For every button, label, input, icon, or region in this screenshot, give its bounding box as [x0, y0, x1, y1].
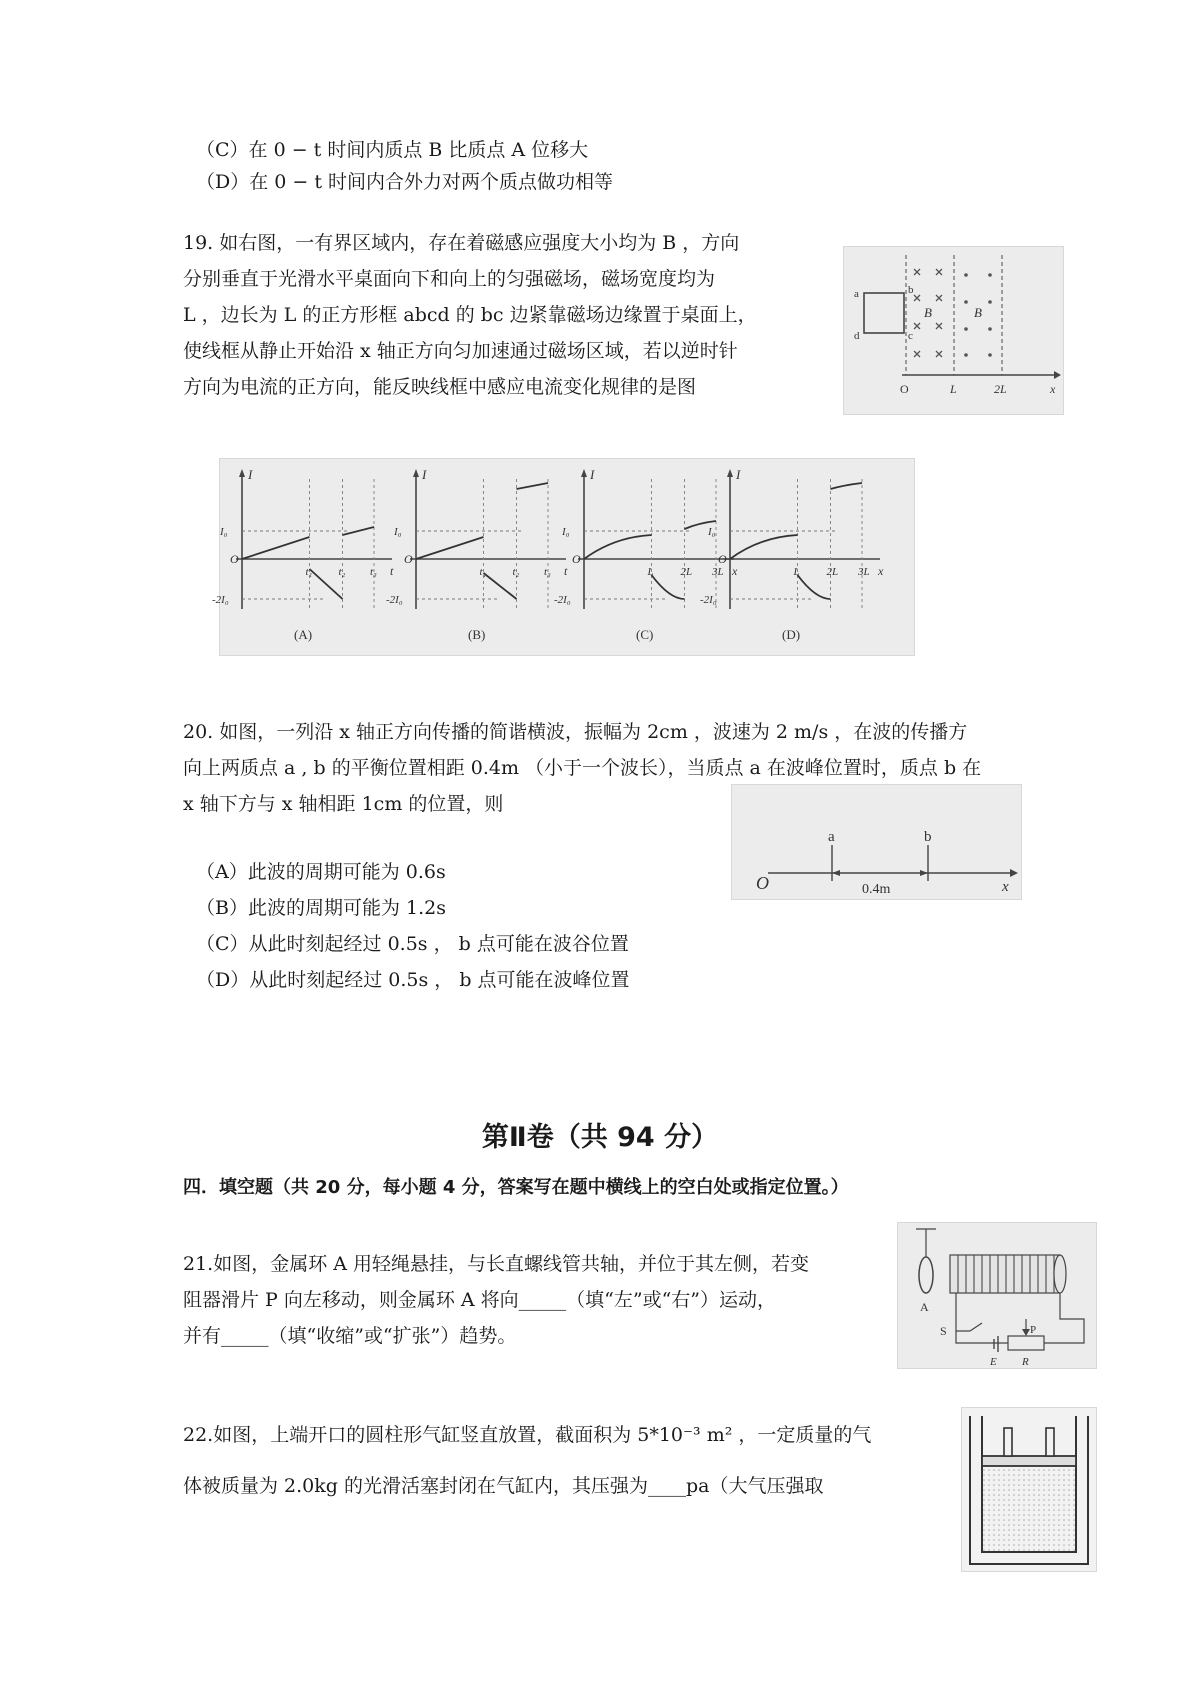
graph-2-origin-label: O: [572, 552, 581, 566]
graph-2-segment-1: [584, 535, 652, 559]
wave-distance: 0.4m: [862, 882, 891, 897]
q20-option-d: （D）从此时刻起经过 0.5s ， b 点可能在波峰位置: [196, 969, 630, 991]
graph-3-origin-label: O: [718, 552, 727, 566]
graph-3-segment-2: [798, 575, 831, 599]
graph-0-caption: (A): [294, 627, 313, 642]
q19-graphs-figure: [212, 458, 915, 656]
wave-point-b: b: [924, 829, 932, 845]
frame-label-b: b: [908, 284, 914, 296]
graph-2-tick-1-label: 2L: [680, 566, 693, 578]
q20-option-c: （C）从此时刻起经过 0.5s ， b 点可能在波谷位置: [196, 933, 629, 955]
graph-3-tick-1-label: 2L: [826, 566, 839, 578]
q18-option-c: （C）在 0 − t 时间内质点 B 比质点 A 位移大: [196, 139, 589, 161]
graph-2-tick-0-label: L: [647, 566, 654, 578]
q19-field-figure: [843, 246, 1064, 415]
q20-line-3: x 轴下方与 x 轴相距 1cm 的位置，则: [183, 793, 504, 815]
q22-line-2: 体被质量为 2.0kg 的光滑活塞封闭在气缸内，其压强为____pa（大气压强取: [183, 1475, 824, 1497]
q20-line-1: 20. 如图，一列沿 x 轴正方向传播的简谐横波，振幅为 2cm ，波速为 2 m/s ，在波的传播方: [183, 721, 968, 743]
q22-cylinder-figure: [961, 1407, 1097, 1572]
axis-tick-2l: 2L: [994, 382, 1007, 396]
fill-in-heading: 四．填空题（共 20 分，每小题 4 分，答案写在题中横线上的空白处或指定位置。）: [183, 1177, 849, 1198]
graph-1-segment-3: [517, 483, 549, 489]
graph-0-segment-3: [343, 527, 375, 535]
wave-origin: O: [756, 873, 769, 893]
q19-line-5: 方向为电流的正方向，能反映线框中感应电流变化规律的是图: [183, 376, 697, 398]
graph-1-y-arrow: [413, 469, 419, 477]
wave-point-a: a: [828, 829, 835, 845]
graph-3-y-arrow: [727, 469, 733, 477]
wave-axis-x: x: [1002, 879, 1009, 895]
graph-0-tick-1-label: t₂: [338, 566, 346, 578]
q21-line-3: 并有_____（填“收缩”或“扩张”）趋势。: [183, 1325, 517, 1347]
q20-option-a: （A）此波的周期可能为 0.6s: [196, 861, 446, 883]
q21-solenoid-figure: [897, 1222, 1097, 1369]
q19-line-4: 使线框从静止开始沿 x 轴正方向匀加速通过磁场区域，若以逆时针: [183, 340, 738, 362]
axis-origin: O: [900, 382, 909, 396]
graph-2-tick-2-label: 3L: [712, 566, 724, 578]
axis-x: x: [1050, 382, 1056, 396]
slider-label-p: P: [1030, 1324, 1037, 1336]
graph-0-neg-label: -2I₀: [212, 594, 229, 606]
graph-1-caption: (B): [468, 627, 486, 642]
graph-1-segment-1: [416, 537, 484, 559]
graph-0-origin-label: O: [230, 552, 239, 566]
graph-1-tick-2-label: t₃: [544, 566, 551, 578]
graph-2-caption: (C): [636, 627, 654, 642]
graph-2-y-label: I: [590, 467, 595, 482]
graph-0-tick-2-label: t₃: [370, 566, 377, 578]
q19-line-3: L ，边长为 L 的正方形框 abcd 的 bc 边紧靠磁场边缘置于桌面上，: [183, 304, 757, 326]
graph-3-tick-0-label: L: [793, 566, 800, 578]
q21-line-1: 21.如图，金属环 A 用轻绳悬挂，与长直螺线管共轴，并位于其左侧，若变: [183, 1253, 810, 1275]
graph-2-segment-2: [652, 575, 685, 599]
graph-0-y-label: I: [248, 467, 253, 482]
graph-1-axis-label: t: [564, 564, 568, 578]
graph-3-caption: (D): [782, 627, 801, 642]
graph-3-segment-3: [831, 483, 863, 489]
ring-label-a: A: [920, 1300, 929, 1314]
graph-1-i0-label: I₀: [394, 526, 402, 538]
graph-3-axis-label: x: [878, 564, 884, 578]
graph-1-tick-1-label: t₂: [512, 566, 520, 578]
q20-line-2: 向上两质点 a , b 的平衡位置相距 0.4m （小于一个波长），当质点 a 在波峰位置时，质点 b 在: [183, 757, 982, 779]
resistor-label-r: R: [1022, 1356, 1029, 1368]
q21-line-2: 阻器滑片 P 向左移动，则金属环 A 将向_____（填“左”或“右”）运动，: [183, 1289, 777, 1311]
graph-0-y-arrow: [239, 469, 245, 477]
q19-line-2: 分别垂直于光滑水平桌面向下和向上的匀强磁场，磁场宽度均为: [183, 268, 716, 290]
q22-line-1: 22.如图，上端开口的圆柱形气缸竖直放置，截面积为 5*10⁻³ m² ，一定质量的气: [183, 1424, 872, 1446]
graph-2-neg-label: -2I₀: [554, 594, 571, 606]
battery-label-e: E: [990, 1356, 997, 1368]
graph-1-origin-label: O: [404, 552, 413, 566]
graph-0-segment-1: [242, 537, 310, 559]
field-label-b-right: B: [974, 305, 982, 320]
graph-2-i0-label: I₀: [562, 526, 570, 538]
graph-1-neg-label: -2I₀: [386, 594, 403, 606]
graph-3-neg-label: -2I₀: [700, 594, 717, 606]
q19-line-1: 19. 如右图，一有界区域内，存在着磁感应强度大小均为 B ，方向: [183, 232, 740, 254]
graph-2-y-arrow: [581, 469, 587, 477]
q20-option-b: （B）此波的周期可能为 1.2s: [196, 897, 446, 919]
graph-3-y-label: I: [736, 467, 741, 482]
graph-0-axis-label: t: [390, 564, 394, 578]
field-label-b-left: B: [924, 305, 932, 320]
frame-label-d: d: [854, 330, 860, 342]
frame-label-a: a: [854, 288, 859, 300]
q20-wave-figure: [731, 784, 1022, 900]
graph-2-axis-label: x: [732, 564, 738, 578]
frame-label-c: c: [908, 330, 913, 342]
switch-label-s: S: [940, 1324, 947, 1338]
axis-tick-l: L: [950, 382, 957, 396]
q18-option-d: （D）在 0 − t 时间内合外力对两个质点做功相等: [196, 171, 614, 193]
graph-1-tick-0-label: t₁: [479, 566, 487, 578]
graph-3-tick-2-label: 3L: [858, 566, 870, 578]
graph-0-tick-0-label: t₁: [305, 566, 313, 578]
graph-1-y-label: I: [422, 467, 427, 482]
graph-3-segment-1: [730, 535, 798, 559]
graph-0-i0-label: I₀: [220, 526, 228, 538]
section-title: 第Ⅱ卷（共 94 分）: [481, 1122, 719, 1153]
graph-3-i0-label: I₀: [708, 526, 716, 538]
